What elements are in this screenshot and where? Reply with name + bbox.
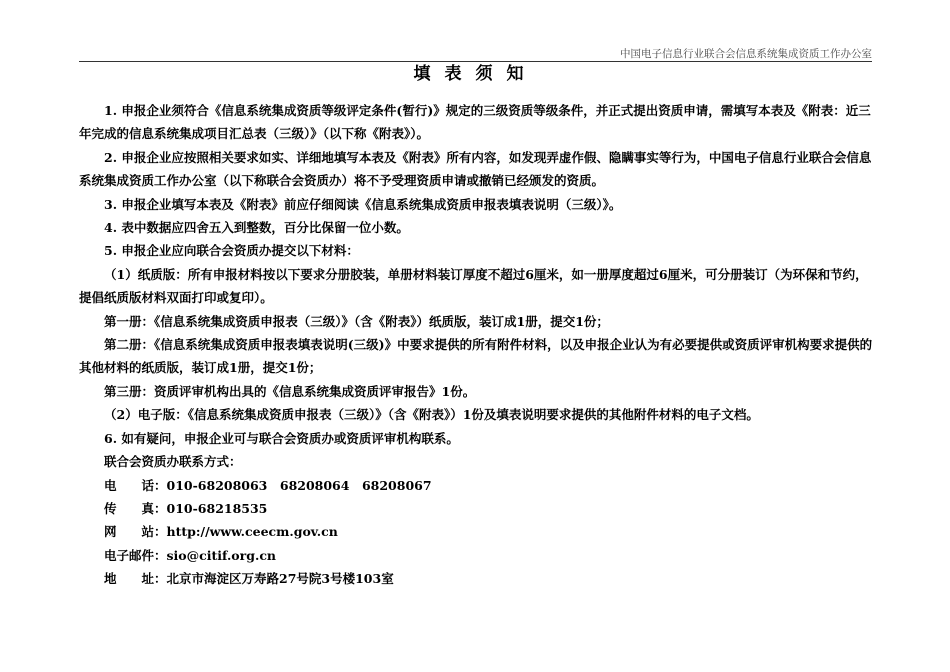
- item-5-1-paper: （1）纸质版：所有申报材料按以下要求分册胶装，单册材料装订厚度不超过6厘米，如一册厚度超过6厘米，可分册装订（为环保和节约，提倡纸质版材料双面打印或复印）。: [79, 266, 868, 306]
- item-5: 5. 申报企业应向联合会资质办提交以下材料：: [104, 243, 359, 259]
- fax-value: 010-68218535: [166, 500, 268, 516]
- email-label: 电子邮件：: [104, 547, 167, 563]
- item-2: 2. 申报企业应按照相关要求如实、详细地填写本表及《附表》所有内容，如发现弄虚作假、隐瞒事实等行为，中国电子信息行业联合会信息系统集成资质工作办公室（以下称联合会资质办）将不予受理资质申请或撤销已经颁发的资质。: [79, 149, 872, 189]
- contact-address: [79, 567, 873, 590]
- contact-heading: 联合会资质办联系方式：: [104, 454, 242, 470]
- contact-phone: [79, 474, 873, 497]
- instructions-body: [79, 99, 873, 591]
- fax-label: 传 真：: [104, 500, 167, 516]
- address-label: 地 址：: [104, 571, 167, 587]
- header-org: 中国电子信息行业联合会信息系统集成资质工作办公室: [620, 48, 872, 60]
- item-3: 3. 申报企业填写本表及《附表》前应仔细阅读《信息系统集成资质申报表填表说明（三级）》。: [104, 196, 622, 212]
- item-5-volume-3: 第三册：资质评审机构出具的《信息系统集成资质评审报告》1份。: [104, 383, 476, 399]
- contact-email: [79, 544, 873, 567]
- phone-label: 电 话：: [104, 477, 167, 493]
- item-4: 4. 表中数据应四舍五入到整数，百分比保留一位小数。: [104, 220, 409, 236]
- item-5-2-electronic: （2）电子版：《信息系统集成资质申报表（三级）》（含《附表》）1份及填表说明要求提供的其他附件材料的电子文档。: [104, 407, 759, 423]
- contact-fax: [79, 497, 873, 520]
- item-6: 6. 如有疑问，申报企业可与联合会资质办或资质评审机构联系。: [104, 430, 459, 446]
- address-value: 北京市海淀区万寿路27号院3号楼103室: [166, 571, 394, 587]
- item-5-volume-2: 第二册：《信息系统集成资质申报表填表说明(三级)》中要求提供的所有附件材料，以及申报企业认为有必要提供或资质评审机构要求提供的其他材料的纸质版，装订成1册，提交1份；: [79, 337, 873, 376]
- website-label: 网 站：: [104, 524, 167, 540]
- email-link[interactable]: sio@citif.org.cn: [166, 547, 277, 563]
- page-title: 填表须知: [413, 64, 538, 84]
- item-5-volume-1: 第一册：《信息系统集成资质申报表（三级）》（含《附表》）纸质版，装订成1册，提交1份；: [104, 313, 609, 329]
- contact-website: [79, 520, 873, 543]
- website-link[interactable]: http://www.ceecm.gov.cn: [166, 524, 338, 540]
- item-1: 1. 申报企业须符合《信息系统集成资质等级评定条件(暂行)》规定的三级资质等级条件，并正式提出资质申请，需填写本表及《附表：近三年完成的信息系统集成项目汇总表（三级）》（以下称《附表》）。: [79, 103, 871, 142]
- phone-value: 010-68208063 68208064 68208067: [166, 477, 432, 493]
